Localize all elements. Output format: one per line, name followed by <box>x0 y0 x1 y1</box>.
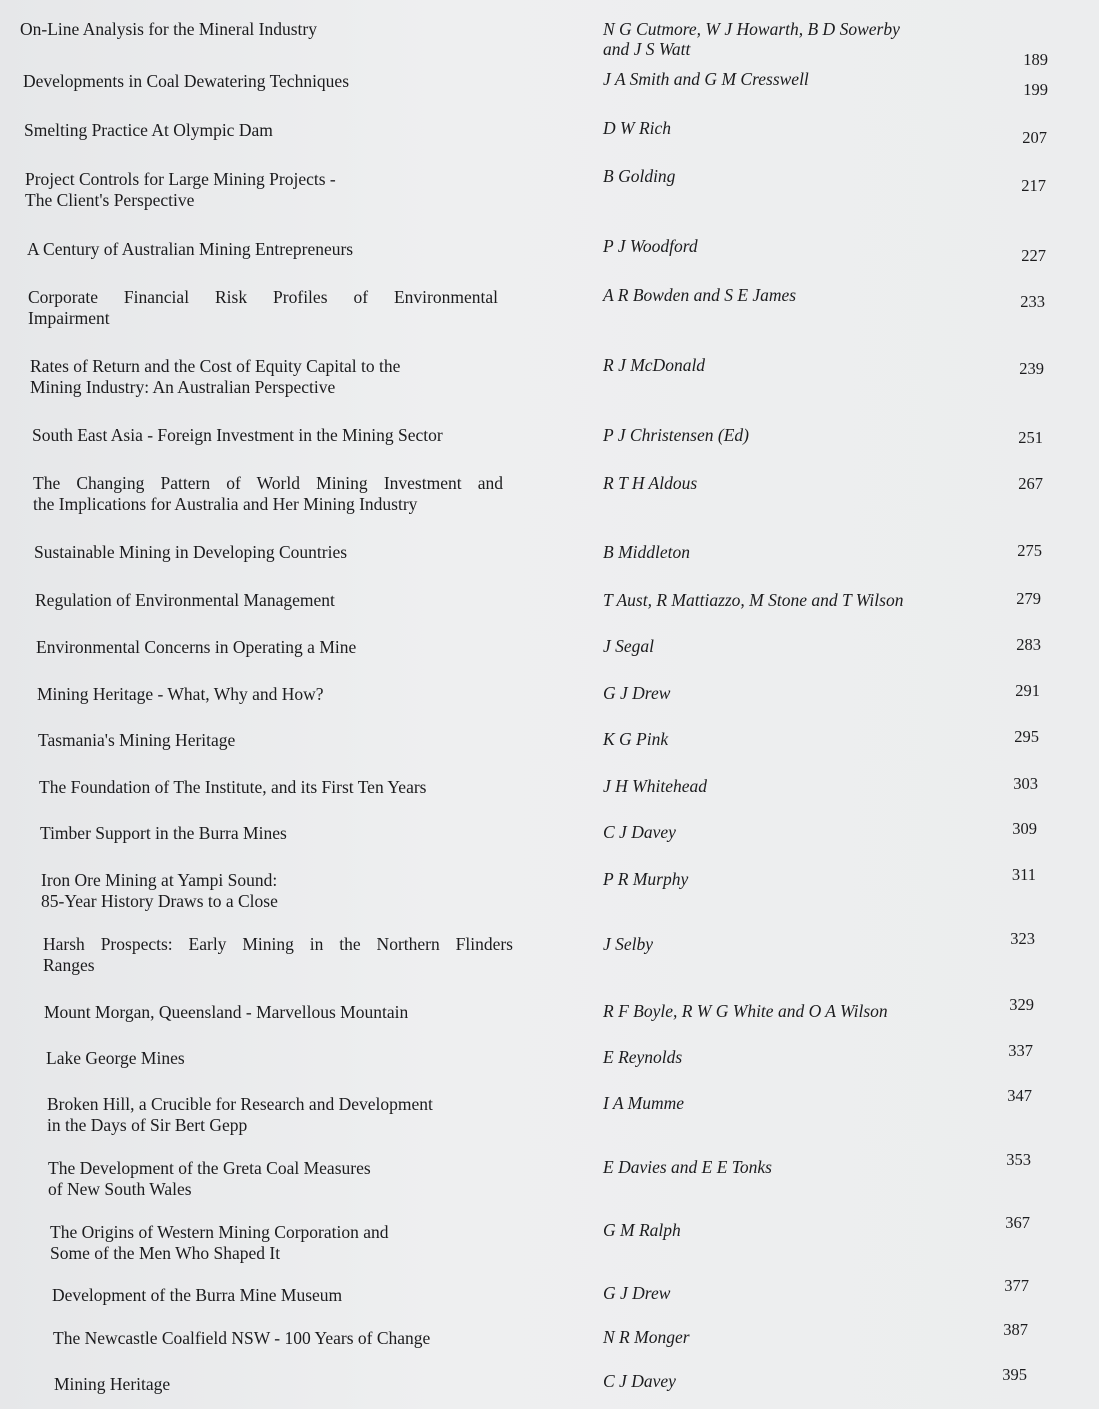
toc-entry-page-number: 239 <box>1019 359 1044 378</box>
toc-entry-author <box>603 934 943 954</box>
toc-entry-title <box>30 356 590 398</box>
toc-entry-page-number: 207 <box>1022 128 1047 147</box>
toc-entry-page-number: 279 <box>1016 589 1041 608</box>
toc-entry-author <box>603 1283 943 1303</box>
toc-entry-title-line: Developments in Coal Dewatering Techniques <box>23 71 350 91</box>
toc-entry-title-line: Mount Morgan, Queensland - Marvellous Mountain <box>44 1002 409 1022</box>
toc-entry-title <box>37 684 597 705</box>
toc-entry-author-line: K G Pink <box>603 729 669 749</box>
toc-entry-author-line: B Golding <box>603 166 676 186</box>
toc-entry-author-line: P R Murphy <box>603 869 689 889</box>
toc-entry-title-line: Iron Ore Mining at Yampi Sound: <box>41 870 278 890</box>
toc-entry-title-line: South East Asia - Foreign Investment in the Mining Sector <box>32 425 443 445</box>
toc-entry-title <box>25 169 585 211</box>
toc-entry-author <box>603 590 943 610</box>
toc-entry-title <box>53 1328 613 1349</box>
toc-entry-title <box>46 1048 606 1069</box>
toc-entry-author <box>603 69 943 89</box>
toc-entry-page-number: 337 <box>1008 1041 1033 1060</box>
toc-entry-author <box>603 1220 943 1240</box>
toc-entry-title-line: The Client's Perspective <box>25 190 195 210</box>
toc-entry-page-number: 303 <box>1013 774 1038 793</box>
toc-entry-title-line: Lake George Mines <box>46 1048 185 1068</box>
toc-entry-author-line: and J S Watt <box>603 39 691 59</box>
toc-entry-author <box>603 1001 943 1021</box>
toc-entry-page-number: 227 <box>1021 246 1046 265</box>
toc-entry-author-line: P J Christensen (Ed) <box>603 425 749 445</box>
toc-entry-author <box>603 729 943 749</box>
toc-entry-title-line: Impairment <box>28 308 110 328</box>
toc-entry-title-line: Tasmania's Mining Heritage <box>38 730 236 750</box>
toc-entry-title-line: Timber Support in the Burra Mines <box>40 823 287 843</box>
toc-entry-author <box>603 1327 943 1347</box>
toc-entry-title <box>24 120 584 141</box>
toc-entry-title <box>47 1094 607 1136</box>
toc-entry-title <box>48 1158 608 1200</box>
toc-entry-author <box>603 683 943 703</box>
toc-entry-title <box>36 637 596 658</box>
toc-entry-title <box>44 1002 604 1023</box>
toc-entry-title-line: Broken Hill, a Crucible for Research and Development <box>47 1094 433 1114</box>
toc-entry-title-line: Mining Heritage <box>54 1374 171 1394</box>
toc-entry-title <box>54 1374 614 1395</box>
toc-entry-title-line: On-Line Analysis for the Mineral Industry <box>20 19 317 39</box>
toc-entry-title-line: Regulation of Environmental Management <box>35 590 335 610</box>
toc-entry-author <box>603 542 943 562</box>
toc-entry-author-line: T Aust, R Mattiazzo, M Stone and T Wilson <box>603 590 904 610</box>
toc-entry-author <box>603 425 943 445</box>
toc-entry-title-line: Some of the Men Who Shaped It <box>50 1243 281 1263</box>
toc-entry-title-line: The Foundation of The Institute, and its First Ten Years <box>39 777 427 797</box>
toc-entry-author <box>603 355 943 375</box>
toc-entry-page-number: 217 <box>1021 176 1046 195</box>
toc-entry-author-line: E Davies and E E Tonks <box>603 1157 772 1177</box>
toc-entry-page-number: 233 <box>1020 292 1045 311</box>
toc-entry-author <box>603 118 943 138</box>
toc-entry-title <box>33 473 503 515</box>
toc-entry-author <box>603 285 943 305</box>
toc-entry-author-line: R J McDonald <box>603 355 706 375</box>
toc-entry-title <box>28 287 498 329</box>
toc-entry-page-number: 275 <box>1017 541 1042 560</box>
toc-entry-title-line: Environmental Concerns in Operating a Mine <box>36 637 357 657</box>
toc-entry-author <box>603 236 943 256</box>
toc-entry-page-number: 387 <box>1003 1320 1028 1339</box>
toc-entry-title <box>43 934 513 976</box>
toc-entry-title-line: Mining Industry: An Australian Perspective <box>30 377 336 397</box>
toc-entry-page-number: 295 <box>1014 727 1039 746</box>
toc-entry-author <box>603 19 943 59</box>
toc-entry-author-line: C J Davey <box>603 1371 676 1391</box>
toc-entry-title <box>35 590 595 611</box>
toc-entry-page-number: 347 <box>1007 1086 1032 1105</box>
toc-entry-author <box>603 1047 943 1067</box>
toc-entry-author <box>603 822 943 842</box>
toc-entry-title <box>34 542 594 563</box>
toc-entry-title-line: Smelting Practice At Olympic Dam <box>24 120 273 140</box>
toc-entry-page-number: 377 <box>1004 1276 1029 1295</box>
toc-entry-author <box>603 776 943 796</box>
toc-entry-page-number: 251 <box>1018 428 1043 447</box>
toc-entry-title <box>39 777 599 798</box>
toc-entry-title <box>27 239 587 260</box>
toc-entry-title-line: Corporate Financial Risk Profiles of Environmental <box>28 287 498 307</box>
toc-entry-author <box>603 636 943 656</box>
toc-entry-title-line: The Changing Pattern of World Mining Investment and <box>33 473 503 493</box>
toc-entry-title <box>32 425 592 446</box>
toc-entry-author <box>603 473 943 493</box>
toc-entry-title-line: Rates of Return and the Cost of Equity Capital to the <box>30 356 401 376</box>
toc-entry-title-line: in the Days of Sir Bert Gepp <box>47 1115 248 1135</box>
toc-entry-title <box>38 730 598 751</box>
toc-entry-title-line: Mining Heritage - What, Why and How? <box>37 684 324 704</box>
toc-entry-title <box>23 71 583 92</box>
toc-entry-title <box>20 19 580 40</box>
toc-entry-author-line: G J Drew <box>603 683 671 703</box>
toc-entry-page-number: 329 <box>1009 995 1034 1014</box>
toc-entry-page-number: 367 <box>1005 1213 1030 1232</box>
toc-entry-author-line: N G Cutmore, W J Howarth, B D Sowerby <box>603 19 900 39</box>
toc-entry-author-line: N R Monger <box>603 1327 690 1347</box>
toc-entry-author-line: A R Bowden and S E James <box>603 285 797 305</box>
toc-entry-title <box>52 1285 612 1306</box>
toc-entry-author-line: E Reynolds <box>603 1047 683 1067</box>
toc-entry-title-line: the Implications for Australia and Her Mining Industry <box>33 494 418 514</box>
toc-entry-author <box>603 1371 943 1391</box>
toc-entry-title-line: Harsh Prospects: Early Mining in the Northern Flinders <box>43 934 513 954</box>
toc-entry-author-line: G M Ralph <box>603 1220 681 1240</box>
toc-entry-title-line: The Development of the Greta Coal Measures <box>48 1158 371 1178</box>
toc-entry-title <box>50 1222 610 1264</box>
toc-entry-page-number: 395 <box>1002 1365 1027 1384</box>
toc-entry-author-line: D W Rich <box>603 118 672 138</box>
toc-entry-author <box>603 869 943 889</box>
toc-entry-title-line: 85-Year History Draws to a Close <box>41 891 278 911</box>
toc-entry-title-line: of New South Wales <box>48 1179 192 1199</box>
toc-entry-author-line: C J Davey <box>603 822 676 842</box>
toc-entry-author <box>603 1157 943 1177</box>
toc-entry-page-number: 323 <box>1010 929 1035 948</box>
toc-entry-author-line: R F Boyle, R W G White and O A Wilson <box>603 1001 888 1021</box>
toc-entry-title-line: The Newcastle Coalfield NSW - 100 Years of Change <box>53 1328 431 1348</box>
toc-entry-author-line: J A Smith and G M Cresswell <box>603 69 809 89</box>
toc-entry-page-number: 199 <box>1023 80 1048 99</box>
toc-entry-page-number: 189 <box>1023 50 1048 69</box>
toc-entry-author <box>603 1093 943 1113</box>
toc-entry-title-line: Development of the Burra Mine Museum <box>52 1285 343 1305</box>
toc-entry-author-line: B Middleton <box>603 542 690 562</box>
toc-entry-author-line: I A Mumme <box>603 1093 685 1113</box>
toc-entry-title-line: A Century of Australian Mining Entrepreneurs <box>27 239 354 259</box>
toc-entry-title-line: Sustainable Mining in Developing Countries <box>34 542 348 562</box>
toc-entry-author-line: R T H Aldous <box>603 473 698 493</box>
toc-entry-title <box>41 870 601 912</box>
toc-entry-page-number: 311 <box>1011 865 1036 884</box>
toc-entry-title-line: The Origins of Western Mining Corporation and <box>50 1222 389 1242</box>
toc-entry-author-line: J Segal <box>603 636 655 656</box>
toc-entry-author-line: J H Whitehead <box>603 776 707 796</box>
toc-entry-author-line: J Selby <box>603 934 654 954</box>
toc-entry-author <box>603 166 943 186</box>
toc-entry-title-line: Project Controls for Large Mining Projects - <box>25 169 336 189</box>
toc-entry-page-number: 283 <box>1016 635 1041 654</box>
toc-entry-page-number: 309 <box>1012 819 1037 838</box>
toc-entry-page-number: 353 <box>1006 1150 1031 1169</box>
toc-entry-title-line: Ranges <box>43 955 95 975</box>
toc-entry-author-line: G J Drew <box>603 1283 671 1303</box>
toc-entry-title <box>40 823 600 844</box>
toc-entry-page-number: 291 <box>1015 681 1040 700</box>
toc-entry-author-line: P J Woodford <box>603 236 698 256</box>
toc-entry-page-number: 267 <box>1018 474 1043 493</box>
